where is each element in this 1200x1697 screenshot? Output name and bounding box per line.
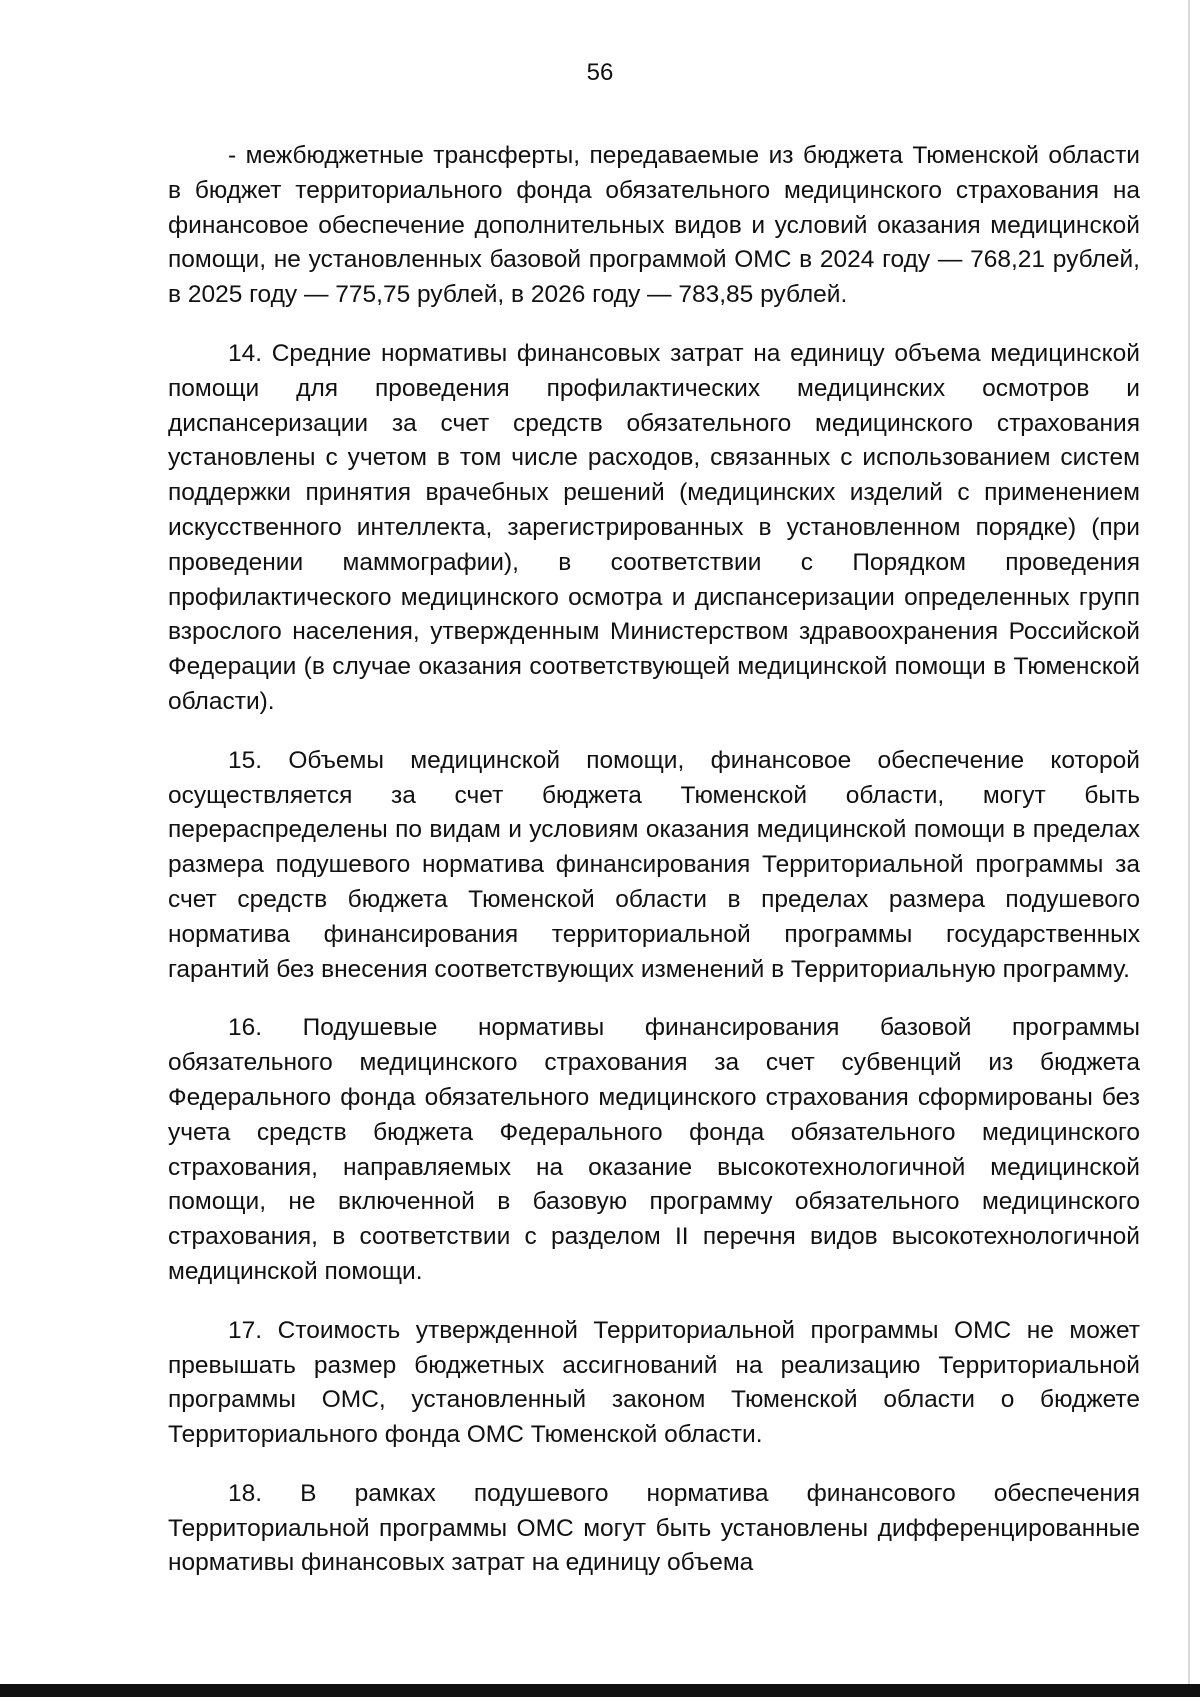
paragraph-15: 15. Объемы медицинской помощи, финансовое обеспечение которой осуществляется за счет бюджета Тюменской области, могут быть перераспределены по видам и условиям оказания медицинской помощи в пределах размера подушевого норматива финансирования Территориальной программы за счет средств бюджета Тюменской области в пределах размера подушевого норматива финансирования территориальной программы государственных гарантий без внесения соответствующих изменений в Территориальную программу.: [168, 746, 1140, 983]
page-number: 56: [586, 59, 614, 86]
scan-right-edge: [1188, 0, 1190, 1684]
paragraph-16: 16. Подушевые нормативы финансирования базовой программы обязательного медицинского страхования за счет субвенций из бюджета Федерального фонда обязательного медицинского страхования сформированы без учета средств бюджета Федерального фонда обязательного медицинского страхования, направляемых на оказание высокотехнологичной медицинской помощи, не включенной в базовую программу обязательного медицинского страхования, в соответствии с разделом II перечня видов высокотехнологичной медицинской помощи.: [168, 1014, 1140, 1285]
document-body: [168, 139, 1140, 1581]
paragraph-14: 14. Средние нормативы финансовых затрат на единицу объема медицинской помощи для проведения профилактических медицинских осмотров и диспансеризации за счет средств обязательного медицинского страхования установлены с учетом в том числе расходов, связанных с использованием систем поддержки принятия врачебных решений (медицинских изделий с применением искусственного интеллекта, зарегистрированных в установленном порядке) (при проведении маммографии), в соответствии с Порядком проведения профилактического медицинского осмотра и диспансеризации определенных групп взрослого населения, утвержденным Министерством здравоохранения Российской Федерации (в случае оказания соответствующей медицинской помощи в Тюменской области).: [168, 339, 1140, 715]
scan-bottom-border: [0, 1684, 1200, 1697]
paragraph-transfers: - межбюджетные трансферты, передаваемые из бюджета Тюменской области в бюджет территориального фонда обязательного медицинского страхования на финансовое обеспечение дополнительных видов и условий оказания медицинской помощи, не установленных базовой программой ОМС в 2024 году — 768,21 рублей, в 2025 году — 775,75 рублей, в 2026 году — 783,85 рублей.: [168, 142, 1140, 309]
paragraph-18: 18. В рамках подушевого норматива финансового обеспечения Территориальной программы ОМС могут быть установлены дифференцированные нормативы финансовых затрат на единицу объема: [168, 1479, 1140, 1577]
paragraph-17: 17. Стоимость утвержденной Территориальной программы ОМС не может превышать размер бюджетных ассигнований на реализацию Территориальной программы ОМС, установленный законом Тюменской области о бюджете Территориального фонда ОМС Тюменской области.: [168, 1316, 1140, 1449]
